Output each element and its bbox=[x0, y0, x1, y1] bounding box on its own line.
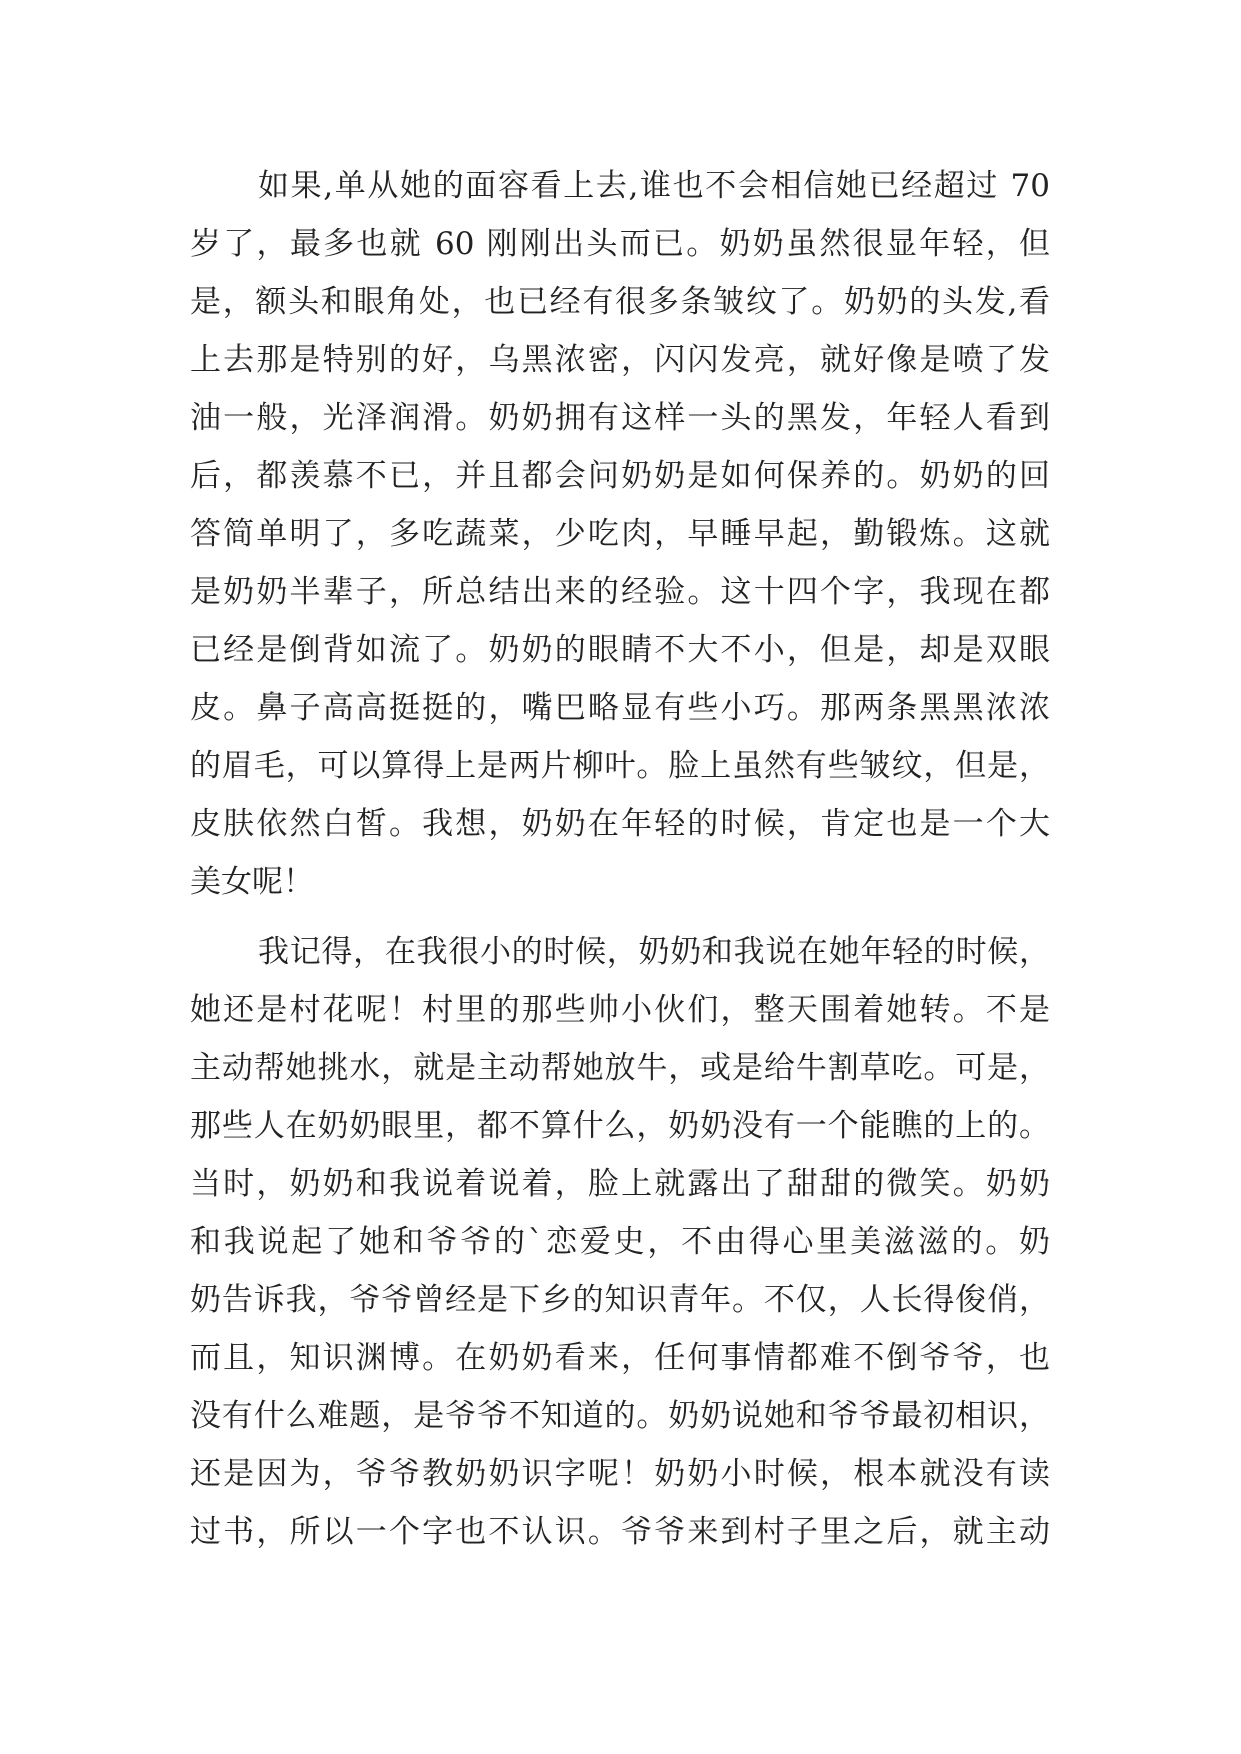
text-line: 答简单明了，多吃蔬菜，少吃肉，早睡早起，勤锻炼。这就 bbox=[190, 516, 1050, 552]
text-line: 美女呢！ bbox=[190, 864, 314, 900]
body-text bbox=[190, 157, 1050, 1561]
text-line: 过书，所以一个字也不认识。爷爷来到村子里之后，就主动 bbox=[190, 1514, 1050, 1550]
text-line: 主动帮她挑水，就是主动帮她放牛，或是给牛割草吃。可是， bbox=[190, 1050, 1050, 1086]
text-line: 后，都羡慕不已，并且都会问奶奶是如何保养的。奶奶的回 bbox=[190, 458, 1050, 494]
text-line: 油一般，光泽润滑。奶奶拥有这样一头的黑发，年轻人看到 bbox=[190, 400, 1050, 436]
text-line: 还是因为，爷爷教奶奶识字呢！奶奶小时候，根本就没有读 bbox=[190, 1456, 1050, 1492]
paragraph-gap bbox=[190, 911, 1050, 923]
text-line: 当时，奶奶和我说着说着，脸上就露出了甜甜的微笑。奶奶 bbox=[190, 1166, 1050, 1202]
text-line: 皮肤依然白皙。我想，奶奶在年轻的时候，肯定也是一个大 bbox=[190, 806, 1050, 842]
text-line: 我记得，在我很小的时候，奶奶和我说在她年轻的时候， bbox=[258, 934, 1050, 970]
text-line: 和我说起了她和爷爷的`恋爱史，不由得心里美滋滋的。奶 bbox=[190, 1224, 1050, 1260]
text-line: 她还是村花呢！村里的那些帅小伙们，整天围着她转。不是 bbox=[190, 992, 1050, 1028]
text-line: 而且，知识渊博。在奶奶看来，任何事情都难不倒爷爷，也 bbox=[190, 1340, 1050, 1376]
text-line: 没有什么难题，是爷爷不知道的。奶奶说她和爷爷最初相识， bbox=[190, 1398, 1050, 1434]
text-line: 如果,单从她的面容看上去,谁也不会相信她已经超过 70 bbox=[258, 168, 1050, 204]
text-line: 是，额头和眼角处，也已经有很多条皱纹了。奶奶的头发,看 bbox=[190, 284, 1050, 320]
text-line: 上去那是特别的好，乌黑浓密，闪闪发亮，就好像是喷了发 bbox=[190, 342, 1050, 378]
paragraph-2 bbox=[190, 923, 1050, 1561]
paragraph-1 bbox=[190, 157, 1050, 911]
text-line: 那些人在奶奶眼里，都不算什么，奶奶没有一个能瞧的上的。 bbox=[190, 1108, 1050, 1144]
text-line: 的眉毛，可以算得上是两片柳叶。脸上虽然有些皱纹，但是， bbox=[190, 748, 1050, 784]
text-line: 奶告诉我，爷爷曾经是下乡的知识青年。不仅，人长得俊俏， bbox=[190, 1282, 1050, 1318]
text-line: 是奶奶半辈子，所总结出来的经验。这十四个字，我现在都 bbox=[190, 574, 1050, 610]
text-line: 岁了，最多也就 60 刚刚出头而已。奶奶虽然很显年轻，但 bbox=[190, 226, 1050, 262]
text-line: 已经是倒背如流了。奶奶的眼睛不大不小，但是，却是双眼 bbox=[190, 632, 1050, 668]
text-line: 皮。鼻子高高挺挺的，嘴巴略显有些小巧。那两条黑黑浓浓 bbox=[190, 690, 1050, 726]
